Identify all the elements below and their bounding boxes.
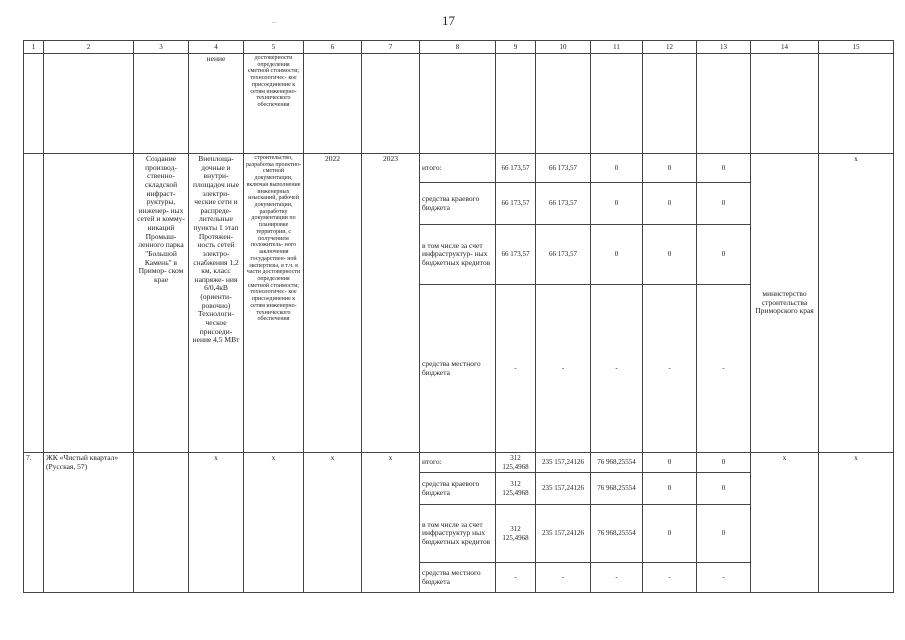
cell: x <box>819 453 894 593</box>
value-cell: 66 173,57 <box>536 183 591 225</box>
work-description: строительство, разработка проектно- сметной документации, включая выполнение инженерных изысканий, рабочей документации, разработку документации по планировке территории, с получением положитель- ного заключения государствен- ной экспертизы, в т.ч. в части достоверности определения сметной стоимости; технологичес- кое присоединение к сетям инженерно- технического обеспечения <box>244 154 304 453</box>
cell: x <box>244 453 304 593</box>
col-header: 2 <box>44 41 134 54</box>
value-cell: - <box>643 285 697 453</box>
value-cell: 0 <box>591 154 643 183</box>
cell: x <box>304 453 362 593</box>
cell <box>134 54 189 154</box>
funding-label: в том числе за счет инфраструктур ных бюджетных кредитов <box>420 505 496 563</box>
table-row <box>24 54 894 154</box>
value-cell: 76 968,25554 <box>591 505 643 563</box>
funding-label: средства краевого бюджета <box>420 183 496 225</box>
table-row <box>24 154 894 183</box>
end-year: 2023 <box>362 154 420 453</box>
col-header: 7 <box>362 41 420 54</box>
value-cell: 312 125,4968 <box>496 505 536 563</box>
responsible-body: министерство строительства Приморского края <box>751 154 819 453</box>
value-cell: 235 157,24126 <box>536 453 591 473</box>
value-cell: 0 <box>643 453 697 473</box>
value-cell: 0 <box>591 183 643 225</box>
value-cell: 0 <box>643 154 697 183</box>
scan-mark: .. <box>272 16 276 25</box>
table-row <box>24 453 894 473</box>
cell: x <box>819 154 894 453</box>
page-number: 17 <box>442 13 455 28</box>
value-cell: 66 173,57 <box>536 225 591 285</box>
project-name: Создание производ- ственно- складской инфраст- руктуры, инженер- ных сетей и комму- никаций Промыш- ленного парка "Большой Камень" в Примор- ском крае <box>134 154 189 453</box>
col-header: 4 <box>189 41 244 54</box>
cell <box>362 54 420 154</box>
value-cell: 0 <box>697 473 751 505</box>
col-header: 1 <box>24 41 44 54</box>
funding-label: средства местного бюджета <box>420 563 496 593</box>
cell: x <box>189 453 244 593</box>
cell <box>751 54 819 154</box>
value-cell: - <box>697 285 751 453</box>
value-cell: - <box>536 563 591 593</box>
cell <box>536 54 591 154</box>
value-cell: 312 125,4968 <box>496 473 536 505</box>
value-cell: - <box>591 563 643 593</box>
column-number-row <box>24 41 894 54</box>
cell <box>420 54 496 154</box>
col-header: 3 <box>134 41 189 54</box>
value-cell: - <box>697 563 751 593</box>
col-header: 12 <box>643 41 697 54</box>
col-header: 15 <box>819 41 894 54</box>
cell <box>591 54 643 154</box>
cell <box>697 54 751 154</box>
value-cell: 0 <box>643 183 697 225</box>
cell <box>819 54 894 154</box>
value-cell: 76 968,25554 <box>591 473 643 505</box>
funding-label: средства краевого бюджета <box>420 473 496 505</box>
value-cell: 76 968,25554 <box>591 453 643 473</box>
col-header: 5 <box>244 41 304 54</box>
value-cell: - <box>496 285 536 453</box>
value-cell: - <box>643 563 697 593</box>
value-cell: 235 157,24126 <box>536 505 591 563</box>
col-header: 13 <box>697 41 751 54</box>
col-header: 9 <box>496 41 536 54</box>
start-year: 2022 <box>304 154 362 453</box>
col-header: 10 <box>536 41 591 54</box>
cell <box>134 453 189 593</box>
cell: x <box>751 453 819 593</box>
value-cell: 66 173,57 <box>496 225 536 285</box>
cell <box>24 154 44 453</box>
cell <box>44 154 134 453</box>
value-cell: 0 <box>697 154 751 183</box>
cell <box>24 54 44 154</box>
cell <box>44 54 134 154</box>
value-cell: - <box>496 563 536 593</box>
value-cell: 0 <box>643 505 697 563</box>
value-cell: 66 173,57 <box>496 154 536 183</box>
value-cell: 312 125,4968 <box>496 453 536 473</box>
funding-label: в том числе за счет инфраструктур- ных бюджетных кредитов <box>420 225 496 285</box>
value-cell: 66 173,57 <box>496 183 536 225</box>
row-number: 7. <box>24 453 44 593</box>
cell <box>496 54 536 154</box>
value-cell: 0 <box>697 225 751 285</box>
value-cell: 0 <box>697 453 751 473</box>
value-cell: - <box>591 285 643 453</box>
col-header: 14 <box>751 41 819 54</box>
value-cell: 0 <box>697 183 751 225</box>
col-header: 8 <box>420 41 496 54</box>
funding-label: итого: <box>420 154 496 183</box>
funding-label: итого: <box>420 453 496 473</box>
budget-table <box>23 40 894 593</box>
project-object: Внеплоща- дочные и внутри- площадоч ные электри- ческие сети и распреде- лительные пункты 1 этап Протяжен- ность сетей электро- снабжения 1,2 км, класс напряже- ния 6/0,4кВ (ориенти- ровочно) Технологи- ческое присоеди- нение 4,5 МВт <box>189 154 244 453</box>
value-cell: 0 <box>591 225 643 285</box>
project-name: ЖК «Чистый квартал» (Русская, 57) <box>44 453 134 593</box>
cell: x <box>362 453 420 593</box>
cell <box>304 54 362 154</box>
cell <box>643 54 697 154</box>
value-cell: 66 173,57 <box>536 154 591 183</box>
cell: нение <box>189 54 244 154</box>
value-cell: 0 <box>697 505 751 563</box>
value-cell: 0 <box>643 473 697 505</box>
value-cell: 0 <box>643 225 697 285</box>
cell: достоверности определения сметной стоимости; технологичес- кое присоединение к сетям инженерно- технического обеспечения <box>244 54 304 154</box>
col-header: 6 <box>304 41 362 54</box>
value-cell: - <box>536 285 591 453</box>
value-cell: 235 157,24126 <box>536 473 591 505</box>
funding-label: средства местного бюджета <box>420 285 496 453</box>
col-header: 11 <box>591 41 643 54</box>
